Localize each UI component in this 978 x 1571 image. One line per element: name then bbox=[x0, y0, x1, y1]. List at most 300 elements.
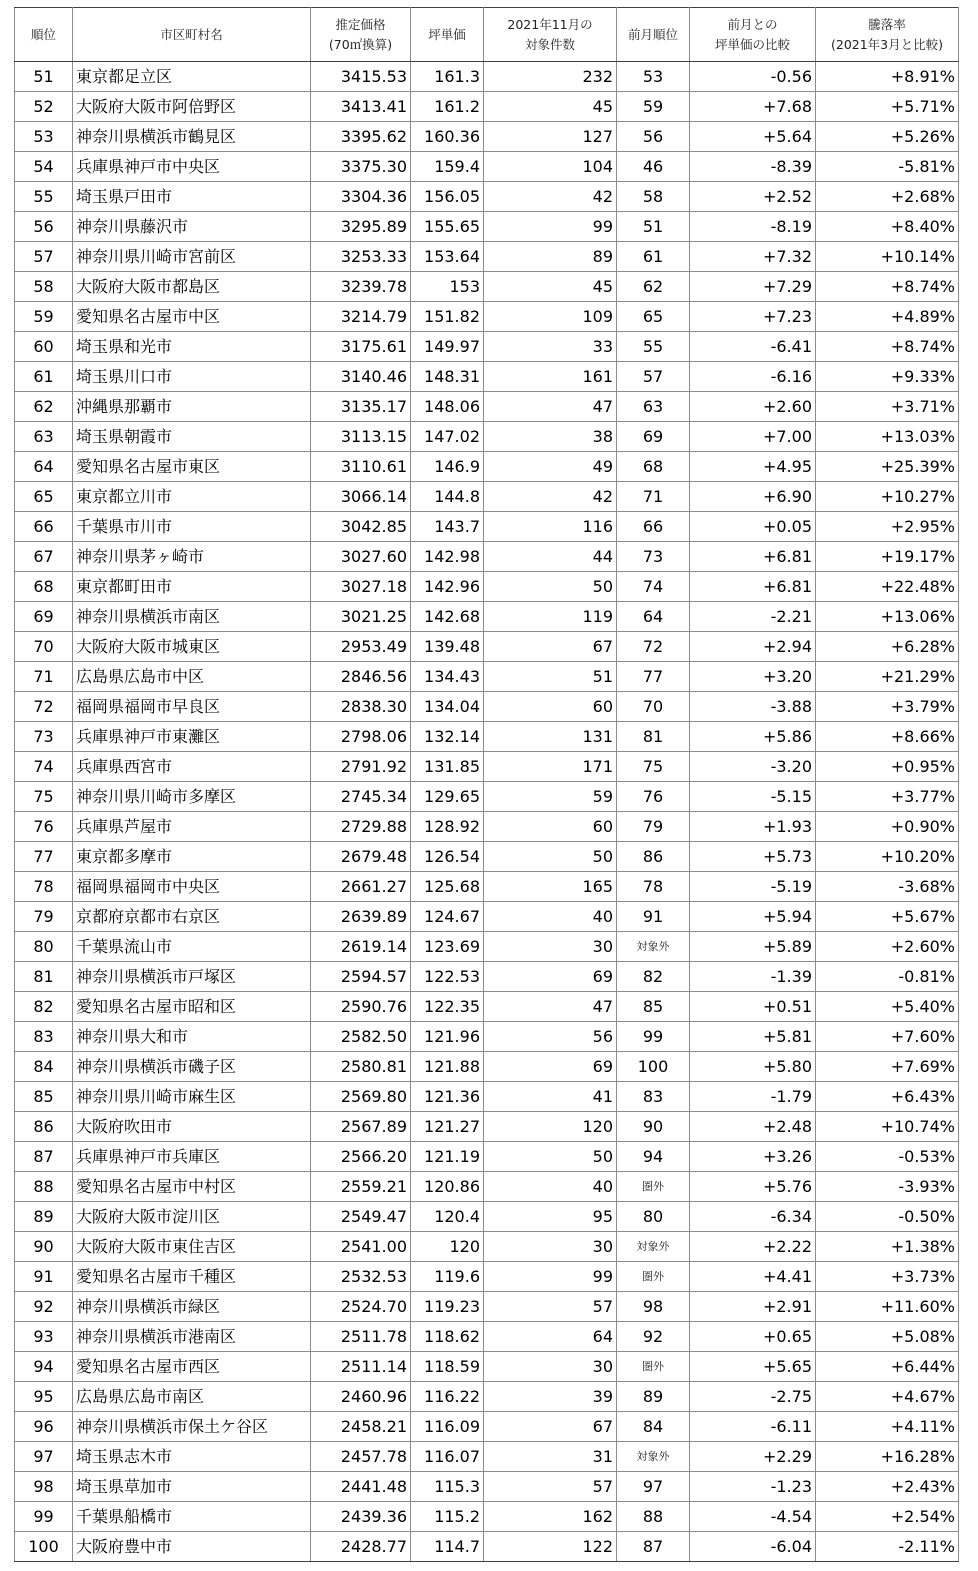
cell-change-rate: +2.43% bbox=[816, 1472, 959, 1502]
cell-tsubo-price: 144.8 bbox=[411, 482, 484, 512]
table-row bbox=[15, 1322, 959, 1352]
cell-prev-rank: 84 bbox=[617, 1412, 690, 1442]
table-row bbox=[15, 392, 959, 422]
cell-prev-rank: 57 bbox=[617, 362, 690, 392]
cell-city: 神奈川県横浜市鶴見区 bbox=[73, 122, 311, 152]
cell-tsubo-price: 134.04 bbox=[411, 692, 484, 722]
cell-change-rate: +1.38% bbox=[816, 1232, 959, 1262]
cell-tsubo-price: 153.64 bbox=[411, 242, 484, 272]
cell-count: 39 bbox=[484, 1382, 617, 1412]
cell-change-rate: +10.20% bbox=[816, 842, 959, 872]
cell-count: 30 bbox=[484, 1232, 617, 1262]
table-row bbox=[15, 332, 959, 362]
cell-tsubo-price: 122.35 bbox=[411, 992, 484, 1022]
cell-tsubo-price: 124.67 bbox=[411, 902, 484, 932]
cell-change-rate: +3.71% bbox=[816, 392, 959, 422]
cell-count: 42 bbox=[484, 482, 617, 512]
cell-change-rate: +8.91% bbox=[816, 62, 959, 92]
cell-diff: -5.19 bbox=[690, 872, 816, 902]
cell-price: 3175.61 bbox=[311, 332, 411, 362]
cell-change-rate: +6.28% bbox=[816, 632, 959, 662]
cell-price: 2567.89 bbox=[311, 1112, 411, 1142]
cell-city: 愛知県名古屋市千種区 bbox=[73, 1262, 311, 1292]
cell-price: 2580.81 bbox=[311, 1052, 411, 1082]
cell-change-rate: -3.93% bbox=[816, 1172, 959, 1202]
cell-diff: -4.54 bbox=[690, 1502, 816, 1532]
cell-count: 38 bbox=[484, 422, 617, 452]
cell-count: 57 bbox=[484, 1292, 617, 1322]
cell-diff: +0.05 bbox=[690, 512, 816, 542]
cell-city: 愛知県名古屋市中村区 bbox=[73, 1172, 311, 1202]
cell-diff: -1.39 bbox=[690, 962, 816, 992]
cell-diff: +5.76 bbox=[690, 1172, 816, 1202]
cell-rank: 99 bbox=[15, 1502, 73, 1532]
table-row bbox=[15, 182, 959, 212]
cell-prev-rank: 圏外 bbox=[617, 1352, 690, 1382]
cell-prev-rank: 69 bbox=[617, 422, 690, 452]
cell-price: 2541.00 bbox=[311, 1232, 411, 1262]
cell-prev-rank: 78 bbox=[617, 872, 690, 902]
cell-count: 31 bbox=[484, 1442, 617, 1472]
cell-diff: +2.91 bbox=[690, 1292, 816, 1322]
cell-rank: 74 bbox=[15, 752, 73, 782]
cell-price: 2441.48 bbox=[311, 1472, 411, 1502]
cell-diff: -1.79 bbox=[690, 1082, 816, 1112]
cell-change-rate: +4.11% bbox=[816, 1412, 959, 1442]
cell-rank: 81 bbox=[15, 962, 73, 992]
cell-diff: +2.29 bbox=[690, 1442, 816, 1472]
cell-change-rate: +2.60% bbox=[816, 932, 959, 962]
cell-prev-rank: 対象外 bbox=[617, 1442, 690, 1472]
cell-change-rate: +10.74% bbox=[816, 1112, 959, 1142]
cell-prev-rank: 46 bbox=[617, 152, 690, 182]
cell-count: 69 bbox=[484, 962, 617, 992]
cell-diff: +4.41 bbox=[690, 1262, 816, 1292]
cell-change-rate: -0.50% bbox=[816, 1202, 959, 1232]
cell-city: 神奈川県横浜市南区 bbox=[73, 602, 311, 632]
cell-prev-rank: 82 bbox=[617, 962, 690, 992]
cell-city: 大阪府吹田市 bbox=[73, 1112, 311, 1142]
cell-count: 127 bbox=[484, 122, 617, 152]
cell-diff: +2.22 bbox=[690, 1232, 816, 1262]
table-row bbox=[15, 992, 959, 1022]
header-price: 推定価格 (70㎡換算) bbox=[311, 8, 411, 62]
cell-rank: 100 bbox=[15, 1532, 73, 1562]
cell-tsubo-price: 161.3 bbox=[411, 62, 484, 92]
cell-diff: +0.51 bbox=[690, 992, 816, 1022]
cell-rank: 67 bbox=[15, 542, 73, 572]
cell-diff: +5.64 bbox=[690, 122, 816, 152]
cell-diff: +5.81 bbox=[690, 1022, 816, 1052]
table-row bbox=[15, 362, 959, 392]
cell-rank: 62 bbox=[15, 392, 73, 422]
cell-count: 40 bbox=[484, 902, 617, 932]
cell-prev-rank: 89 bbox=[617, 1382, 690, 1412]
table-row bbox=[15, 422, 959, 452]
cell-rank: 73 bbox=[15, 722, 73, 752]
cell-diff: +6.90 bbox=[690, 482, 816, 512]
cell-diff: +3.20 bbox=[690, 662, 816, 692]
cell-count: 64 bbox=[484, 1322, 617, 1352]
cell-diff: +7.00 bbox=[690, 422, 816, 452]
cell-diff: +5.86 bbox=[690, 722, 816, 752]
cell-tsubo-price: 116.22 bbox=[411, 1382, 484, 1412]
cell-tsubo-price: 131.85 bbox=[411, 752, 484, 782]
table-row bbox=[15, 1502, 959, 1532]
cell-count: 42 bbox=[484, 182, 617, 212]
cell-rank: 92 bbox=[15, 1292, 73, 1322]
cell-count: 49 bbox=[484, 452, 617, 482]
cell-tsubo-price: 151.82 bbox=[411, 302, 484, 332]
cell-prev-rank: 76 bbox=[617, 782, 690, 812]
cell-diff: +2.60 bbox=[690, 392, 816, 422]
header-rank: 順位 bbox=[15, 8, 73, 62]
cell-price: 2460.96 bbox=[311, 1382, 411, 1412]
cell-prev-rank: 68 bbox=[617, 452, 690, 482]
cell-price: 2846.56 bbox=[311, 662, 411, 692]
cell-count: 162 bbox=[484, 1502, 617, 1532]
cell-city: 大阪府大阪市都島区 bbox=[73, 272, 311, 302]
cell-tsubo-price: 155.65 bbox=[411, 212, 484, 242]
cell-rank: 95 bbox=[15, 1382, 73, 1412]
cell-rank: 51 bbox=[15, 62, 73, 92]
cell-change-rate: +3.77% bbox=[816, 782, 959, 812]
cell-price: 3135.17 bbox=[311, 392, 411, 422]
cell-city: 愛知県名古屋市昭和区 bbox=[73, 992, 311, 1022]
table-row bbox=[15, 662, 959, 692]
cell-price: 3066.14 bbox=[311, 482, 411, 512]
table-row bbox=[15, 122, 959, 152]
cell-tsubo-price: 161.2 bbox=[411, 92, 484, 122]
header-count: 2021年11月の 対象件数 bbox=[484, 8, 617, 62]
cell-city: 愛知県名古屋市西区 bbox=[73, 1352, 311, 1382]
cell-city: 埼玉県草加市 bbox=[73, 1472, 311, 1502]
cell-change-rate: +0.95% bbox=[816, 752, 959, 782]
cell-change-rate: +5.08% bbox=[816, 1322, 959, 1352]
cell-price: 2549.47 bbox=[311, 1202, 411, 1232]
cell-city: 愛知県名古屋市東区 bbox=[73, 452, 311, 482]
cell-tsubo-price: 143.7 bbox=[411, 512, 484, 542]
cell-price: 3214.79 bbox=[311, 302, 411, 332]
cell-price: 2582.50 bbox=[311, 1022, 411, 1052]
cell-count: 50 bbox=[484, 572, 617, 602]
cell-count: 45 bbox=[484, 92, 617, 122]
cell-city: 大阪府大阪市東住吉区 bbox=[73, 1232, 311, 1262]
cell-rank: 80 bbox=[15, 932, 73, 962]
cell-rank: 64 bbox=[15, 452, 73, 482]
cell-prev-rank: 88 bbox=[617, 1502, 690, 1532]
header-city: 市区町村名 bbox=[73, 8, 311, 62]
cell-diff: +5.89 bbox=[690, 932, 816, 962]
cell-diff: -2.75 bbox=[690, 1382, 816, 1412]
cell-price: 3395.62 bbox=[311, 122, 411, 152]
header-change-rate: 騰落率 (2021年3月と比較) bbox=[816, 8, 959, 62]
cell-change-rate: +2.54% bbox=[816, 1502, 959, 1532]
cell-tsubo-price: 121.96 bbox=[411, 1022, 484, 1052]
cell-change-rate: +6.44% bbox=[816, 1352, 959, 1382]
cell-count: 104 bbox=[484, 152, 617, 182]
table-row bbox=[15, 212, 959, 242]
cell-city: 愛知県名古屋市中区 bbox=[73, 302, 311, 332]
cell-count: 50 bbox=[484, 1142, 617, 1172]
cell-change-rate: +9.33% bbox=[816, 362, 959, 392]
cell-count: 99 bbox=[484, 212, 617, 242]
cell-count: 57 bbox=[484, 1472, 617, 1502]
cell-rank: 97 bbox=[15, 1442, 73, 1472]
cell-tsubo-price: 142.98 bbox=[411, 542, 484, 572]
cell-city: 神奈川県川崎市多摩区 bbox=[73, 782, 311, 812]
cell-diff: +5.94 bbox=[690, 902, 816, 932]
table-body bbox=[15, 62, 959, 1562]
cell-count: 51 bbox=[484, 662, 617, 692]
cell-price: 2791.92 bbox=[311, 752, 411, 782]
cell-city: 千葉県流山市 bbox=[73, 932, 311, 962]
cell-diff: -6.11 bbox=[690, 1412, 816, 1442]
cell-change-rate: +13.06% bbox=[816, 602, 959, 632]
cell-price: 2428.77 bbox=[311, 1532, 411, 1562]
cell-diff: -2.21 bbox=[690, 602, 816, 632]
cell-rank: 71 bbox=[15, 662, 73, 692]
table-row bbox=[15, 722, 959, 752]
cell-prev-rank: 74 bbox=[617, 572, 690, 602]
cell-city: 神奈川県茅ヶ崎市 bbox=[73, 542, 311, 572]
cell-prev-rank: 72 bbox=[617, 632, 690, 662]
table-row bbox=[15, 1202, 959, 1232]
table-row bbox=[15, 272, 959, 302]
cell-rank: 90 bbox=[15, 1232, 73, 1262]
cell-prev-rank: 対象外 bbox=[617, 932, 690, 962]
table-row bbox=[15, 1472, 959, 1502]
cell-price: 2569.80 bbox=[311, 1082, 411, 1112]
cell-tsubo-price: 120.4 bbox=[411, 1202, 484, 1232]
table-row bbox=[15, 152, 959, 182]
cell-tsubo-price: 125.68 bbox=[411, 872, 484, 902]
cell-count: 30 bbox=[484, 932, 617, 962]
cell-count: 116 bbox=[484, 512, 617, 542]
cell-tsubo-price: 142.68 bbox=[411, 602, 484, 632]
table-row bbox=[15, 842, 959, 872]
cell-price: 2679.48 bbox=[311, 842, 411, 872]
cell-prev-rank: 83 bbox=[617, 1082, 690, 1112]
cell-diff: -5.15 bbox=[690, 782, 816, 812]
cell-prev-rank: 65 bbox=[617, 302, 690, 332]
cell-tsubo-price: 118.62 bbox=[411, 1322, 484, 1352]
cell-tsubo-price: 129.65 bbox=[411, 782, 484, 812]
cell-count: 109 bbox=[484, 302, 617, 332]
cell-prev-rank: 55 bbox=[617, 332, 690, 362]
cell-tsubo-price: 142.96 bbox=[411, 572, 484, 602]
cell-tsubo-price: 159.4 bbox=[411, 152, 484, 182]
cell-prev-rank: 70 bbox=[617, 692, 690, 722]
cell-city: 千葉県船橋市 bbox=[73, 1502, 311, 1532]
cell-tsubo-price: 114.7 bbox=[411, 1532, 484, 1562]
cell-change-rate: +21.29% bbox=[816, 662, 959, 692]
table-row bbox=[15, 1352, 959, 1382]
cell-count: 59 bbox=[484, 782, 617, 812]
cell-rank: 65 bbox=[15, 482, 73, 512]
cell-diff: +5.80 bbox=[690, 1052, 816, 1082]
cell-tsubo-price: 121.36 bbox=[411, 1082, 484, 1112]
cell-rank: 61 bbox=[15, 362, 73, 392]
cell-rank: 59 bbox=[15, 302, 73, 332]
cell-city: 東京都町田市 bbox=[73, 572, 311, 602]
cell-count: 119 bbox=[484, 602, 617, 632]
cell-price: 2953.49 bbox=[311, 632, 411, 662]
cell-city: 沖縄県那覇市 bbox=[73, 392, 311, 422]
table-row bbox=[15, 1142, 959, 1172]
cell-city: 兵庫県神戸市兵庫区 bbox=[73, 1142, 311, 1172]
table-row bbox=[15, 1292, 959, 1322]
cell-rank: 52 bbox=[15, 92, 73, 122]
cell-rank: 76 bbox=[15, 812, 73, 842]
cell-city: 千葉県市川市 bbox=[73, 512, 311, 542]
cell-city: 福岡県福岡市早良区 bbox=[73, 692, 311, 722]
cell-change-rate: +5.40% bbox=[816, 992, 959, 1022]
cell-diff: -3.20 bbox=[690, 752, 816, 782]
cell-city: 神奈川県横浜市磯子区 bbox=[73, 1052, 311, 1082]
cell-price: 2729.88 bbox=[311, 812, 411, 842]
cell-prev-rank: 100 bbox=[617, 1052, 690, 1082]
cell-tsubo-price: 146.9 bbox=[411, 452, 484, 482]
cell-price: 2594.57 bbox=[311, 962, 411, 992]
cell-price: 2559.21 bbox=[311, 1172, 411, 1202]
table-header bbox=[15, 8, 959, 62]
cell-tsubo-price: 148.06 bbox=[411, 392, 484, 422]
cell-diff: +0.65 bbox=[690, 1322, 816, 1352]
cell-diff: +6.81 bbox=[690, 542, 816, 572]
cell-change-rate: -0.53% bbox=[816, 1142, 959, 1172]
cell-count: 33 bbox=[484, 332, 617, 362]
table-row bbox=[15, 1532, 959, 1562]
cell-tsubo-price: 120 bbox=[411, 1232, 484, 1262]
cell-diff: +1.93 bbox=[690, 812, 816, 842]
cell-price: 2511.14 bbox=[311, 1352, 411, 1382]
table-row bbox=[15, 1112, 959, 1142]
cell-count: 45 bbox=[484, 272, 617, 302]
cell-rank: 55 bbox=[15, 182, 73, 212]
cell-tsubo-price: 121.19 bbox=[411, 1142, 484, 1172]
table-row bbox=[15, 602, 959, 632]
cell-city: 広島県広島市中区 bbox=[73, 662, 311, 692]
table-row bbox=[15, 932, 959, 962]
table-row bbox=[15, 242, 959, 272]
cell-prev-rank: 66 bbox=[617, 512, 690, 542]
cell-change-rate: +10.14% bbox=[816, 242, 959, 272]
cell-price: 3021.25 bbox=[311, 602, 411, 632]
cell-change-rate: +3.73% bbox=[816, 1262, 959, 1292]
cell-price: 3140.46 bbox=[311, 362, 411, 392]
cell-price: 3110.61 bbox=[311, 452, 411, 482]
cell-rank: 83 bbox=[15, 1022, 73, 1052]
cell-count: 44 bbox=[484, 542, 617, 572]
cell-prev-rank: 86 bbox=[617, 842, 690, 872]
cell-tsubo-price: 116.09 bbox=[411, 1412, 484, 1442]
cell-rank: 79 bbox=[15, 902, 73, 932]
cell-price: 2745.34 bbox=[311, 782, 411, 812]
cell-city: 兵庫県神戸市中央区 bbox=[73, 152, 311, 182]
header-tsubo-price: 坪単価 bbox=[411, 8, 484, 62]
cell-tsubo-price: 139.48 bbox=[411, 632, 484, 662]
cell-diff: +2.94 bbox=[690, 632, 816, 662]
cell-city: 福岡県福岡市中央区 bbox=[73, 872, 311, 902]
cell-price: 3295.89 bbox=[311, 212, 411, 242]
table-row bbox=[15, 572, 959, 602]
cell-change-rate: +0.90% bbox=[816, 812, 959, 842]
cell-prev-rank: 51 bbox=[617, 212, 690, 242]
cell-count: 47 bbox=[484, 992, 617, 1022]
cell-change-rate: -5.81% bbox=[816, 152, 959, 182]
cell-tsubo-price: 122.53 bbox=[411, 962, 484, 992]
cell-price: 3413.41 bbox=[311, 92, 411, 122]
cell-change-rate: +2.68% bbox=[816, 182, 959, 212]
cell-count: 161 bbox=[484, 362, 617, 392]
table-row bbox=[15, 1382, 959, 1412]
cell-rank: 93 bbox=[15, 1322, 73, 1352]
cell-count: 99 bbox=[484, 1262, 617, 1292]
cell-prev-rank: 58 bbox=[617, 182, 690, 212]
table-row bbox=[15, 1262, 959, 1292]
cell-change-rate: +10.27% bbox=[816, 482, 959, 512]
cell-tsubo-price: 115.3 bbox=[411, 1472, 484, 1502]
cell-price: 2838.30 bbox=[311, 692, 411, 722]
cell-diff: -6.41 bbox=[690, 332, 816, 362]
cell-price: 3253.33 bbox=[311, 242, 411, 272]
table-row bbox=[15, 1172, 959, 1202]
table-row bbox=[15, 92, 959, 122]
cell-city: 東京都立川市 bbox=[73, 482, 311, 512]
cell-prev-rank: 77 bbox=[617, 662, 690, 692]
cell-count: 131 bbox=[484, 722, 617, 752]
cell-rank: 88 bbox=[15, 1172, 73, 1202]
table-row bbox=[15, 902, 959, 932]
cell-price: 3027.60 bbox=[311, 542, 411, 572]
cell-city: 埼玉県和光市 bbox=[73, 332, 311, 362]
cell-tsubo-price: 119.6 bbox=[411, 1262, 484, 1292]
header-prev-rank: 前月順位 bbox=[617, 8, 690, 62]
table-row bbox=[15, 1232, 959, 1262]
cell-prev-rank: 73 bbox=[617, 542, 690, 572]
cell-diff: -1.23 bbox=[690, 1472, 816, 1502]
cell-change-rate: +4.67% bbox=[816, 1382, 959, 1412]
cell-rank: 96 bbox=[15, 1412, 73, 1442]
cell-price: 2458.21 bbox=[311, 1412, 411, 1442]
cell-rank: 69 bbox=[15, 602, 73, 632]
cell-count: 41 bbox=[484, 1082, 617, 1112]
cell-diff: +4.95 bbox=[690, 452, 816, 482]
cell-prev-rank: 53 bbox=[617, 62, 690, 92]
cell-count: 122 bbox=[484, 1532, 617, 1562]
table-row bbox=[15, 452, 959, 482]
cell-change-rate: +5.71% bbox=[816, 92, 959, 122]
cell-rank: 70 bbox=[15, 632, 73, 662]
cell-prev-rank: 98 bbox=[617, 1292, 690, 1322]
cell-price: 3375.30 bbox=[311, 152, 411, 182]
cell-diff: -3.88 bbox=[690, 692, 816, 722]
cell-price: 2661.27 bbox=[311, 872, 411, 902]
cell-change-rate: +8.74% bbox=[816, 332, 959, 362]
cell-count: 67 bbox=[484, 1412, 617, 1442]
cell-rank: 86 bbox=[15, 1112, 73, 1142]
cell-city: 大阪府豊中市 bbox=[73, 1532, 311, 1562]
table-row bbox=[15, 482, 959, 512]
cell-city: 神奈川県川崎市宮前区 bbox=[73, 242, 311, 272]
cell-change-rate: -3.68% bbox=[816, 872, 959, 902]
table-row bbox=[15, 1052, 959, 1082]
cell-diff: -0.56 bbox=[690, 62, 816, 92]
cell-tsubo-price: 126.54 bbox=[411, 842, 484, 872]
cell-rank: 82 bbox=[15, 992, 73, 1022]
cell-tsubo-price: 118.59 bbox=[411, 1352, 484, 1382]
